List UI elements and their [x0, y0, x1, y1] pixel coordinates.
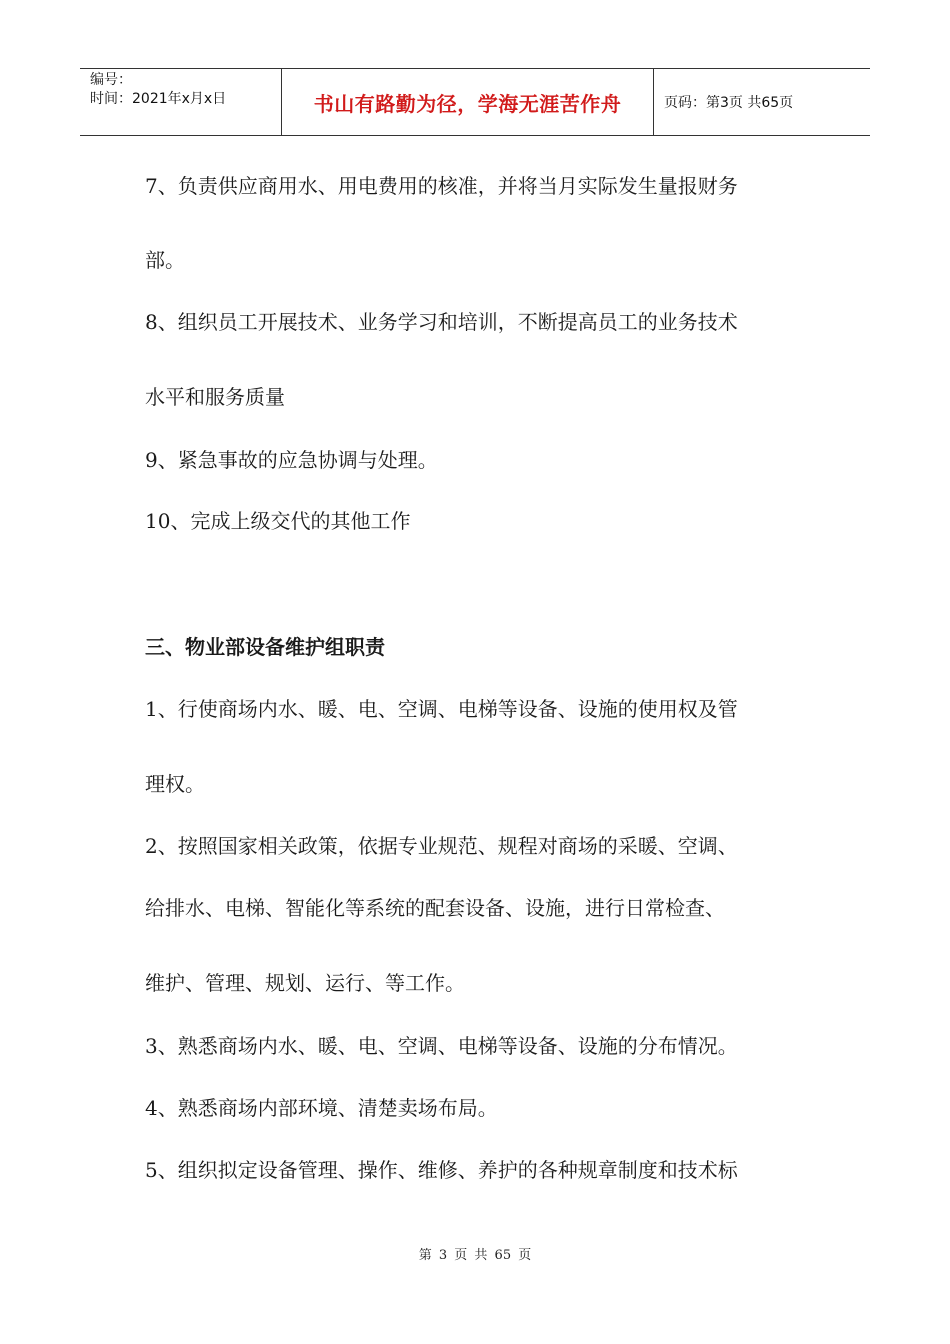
body-line: 理权。: [145, 772, 205, 796]
body-line: 5、组织拟定设备管理、操作、维修、养护的各种规章制度和技术标: [145, 1158, 738, 1182]
document-time-label: 时间：2021年x月x日: [90, 91, 227, 107]
body-line: 水平和服务质量: [145, 385, 285, 409]
page-footer: 第 3 页 共 65 页: [418, 1248, 532, 1263]
body-line: 给排水、电梯、智能化等系统的配套设备、设施，进行日常检查、: [145, 896, 725, 920]
body-line: 10、完成上级交代的其他工作: [145, 509, 411, 533]
body-line: 4、熟悉商场内部环境、清楚卖场布局。: [145, 1096, 498, 1120]
body-line: 1、行使商场内水、暖、电、空调、电梯等设备、设施的使用权及管: [145, 697, 738, 721]
body-line: 2、按照国家相关政策，依据专业规范、规程对商场的采暖、空调、: [145, 834, 738, 858]
header-meta: [80, 69, 282, 135]
body-line: 8、组织员工开展技术、业务学习和培训，不断提高员工的业务技术: [145, 310, 738, 334]
header-page-info: 页码：第3页 共65页: [664, 95, 794, 111]
body-line: 部。: [145, 248, 185, 272]
page-header: [80, 68, 870, 136]
document-number-label: 编号：: [90, 72, 132, 88]
body-line: 维护、管理、规划、运行、等工作。: [145, 971, 465, 995]
header-motto: 书山有路勤为径，学海无涯苦作舟: [282, 69, 654, 135]
body-line: 9、紧急事故的应急协调与处理。: [145, 448, 438, 472]
body-line: 7、负责供应商用水、用电费用的核准，并将当月实际发生量报财务: [145, 174, 738, 198]
section-heading: 三、物业部设备维护组职责: [145, 635, 385, 659]
body-line: 3、熟悉商场内水、暖、电、空调、电梯等设备、设施的分布情况。: [145, 1034, 738, 1058]
